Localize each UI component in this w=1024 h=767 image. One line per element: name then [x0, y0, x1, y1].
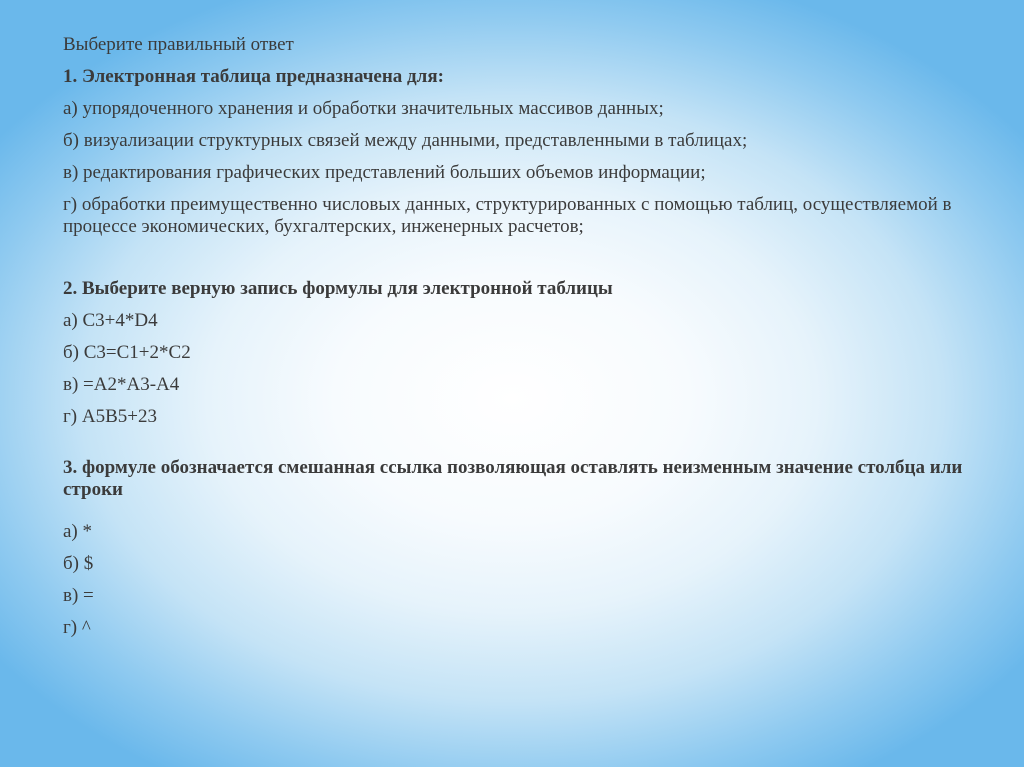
question-1-title: 1. Электронная таблица предназначена для: — [63, 66, 444, 87]
question-1-option-a: а) упорядоченного хранения и обработки значительных массивов данных; — [63, 98, 664, 119]
intro-text: Выберите правильный ответ — [63, 34, 294, 55]
question-3-option-b: б) $ — [63, 553, 94, 574]
question-2-option-b: б) C3=C1+2*C2 — [63, 342, 191, 363]
question-1-option-b: б) визуализации структурных связей между данными, представленными в таблицах; — [63, 130, 748, 151]
question-2-option-d: г) A5B5+23 — [63, 406, 157, 427]
question-3-title: 3. формуле обозначается смешанная ссылка позволяющая оставлять неизменным значение столбца или строки — [63, 457, 963, 500]
spacer — [63, 438, 963, 457]
question-3-option-c: в) = — [63, 585, 94, 606]
question-1-option-d: г) обработки преимущественно числовых данных, структурированных с помощью таблиц, осуществляемой в процессе экономических, бухгалтерских, инженерных расчетов; — [63, 194, 952, 237]
question-1-option-c: в) редактирования графических представлений больших объемов информации; — [63, 162, 706, 183]
spacer — [63, 258, 963, 278]
question-3-option-d: г) ^ — [63, 617, 91, 638]
question-2-option-a: а) C3+4*D4 — [63, 310, 158, 331]
question-2-title: 2. Выберите верную запись формулы для электронной таблицы — [63, 278, 613, 299]
question-2-option-c: в) =A2*A3-A4 — [63, 374, 180, 395]
slide-content — [63, 34, 963, 649]
question-3-option-a: а) * — [63, 521, 93, 542]
